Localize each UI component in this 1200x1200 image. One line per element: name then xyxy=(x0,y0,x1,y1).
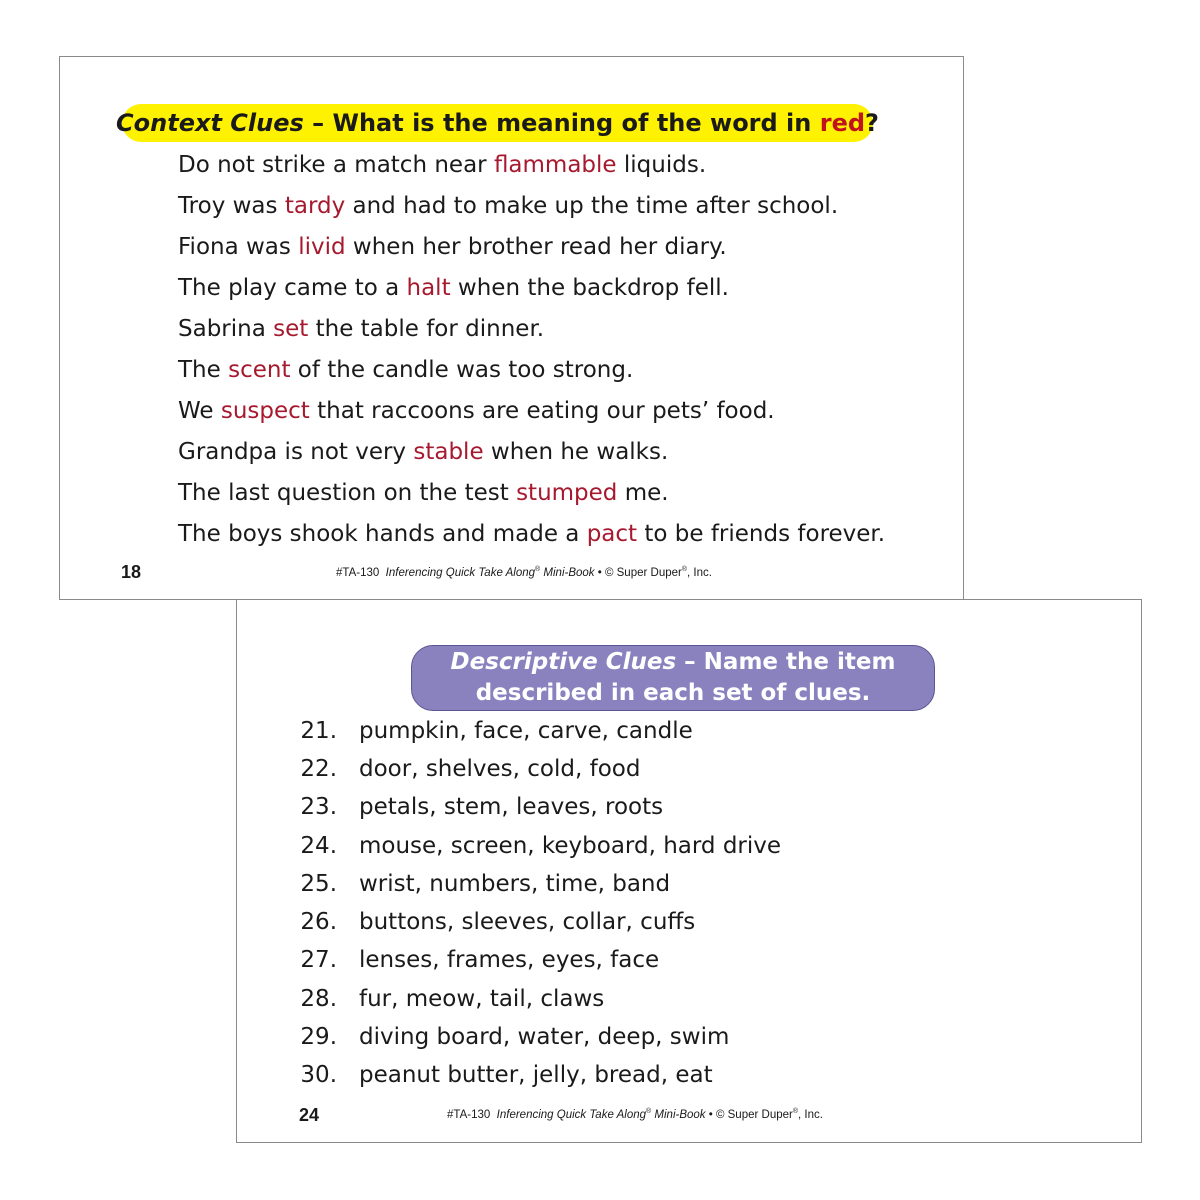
item-clues: mouse, screen, keyboard, hard drive xyxy=(359,833,782,859)
sentence-before: Sabrina xyxy=(178,316,274,342)
sentence-after: to be friends forever. xyxy=(637,521,886,547)
item-clues: fur, meow, tail, claws xyxy=(359,986,605,1012)
footer-title-end: Mini-Book xyxy=(540,566,595,579)
footer-bullet: • xyxy=(705,1108,716,1121)
keyword: livid xyxy=(298,234,346,260)
sentence-after: and had to make up the time after school. xyxy=(345,193,839,219)
sentence-before: Fiona was xyxy=(178,234,299,260)
footer-inc: , Inc. xyxy=(687,566,712,579)
sentence-after: when the backdrop fell. xyxy=(450,275,729,301)
footer-title: Inferencing Quick Take Along xyxy=(385,566,536,579)
item-sentence xyxy=(178,152,706,178)
footer-reg2: ® xyxy=(792,1108,799,1115)
keyword: stumped xyxy=(516,480,618,506)
item-clues: door, shelves, cold, food xyxy=(359,756,641,782)
keyword: flammable xyxy=(493,152,617,178)
sentence-before: The play came to a xyxy=(178,275,407,301)
page-footer xyxy=(336,566,712,579)
sentence-before: Do not strike a match near xyxy=(178,152,494,178)
keyword: halt xyxy=(406,275,451,301)
item-clues: diving board, water, deep, swim xyxy=(359,1024,730,1050)
item-clues: pumpkin, face, carve, candle xyxy=(359,718,693,744)
page-number: 24 xyxy=(299,1105,320,1125)
sentence-before: Grandpa is not very xyxy=(178,439,414,465)
sentence-after: of the candle was too strong. xyxy=(290,357,634,383)
keyword: set xyxy=(273,316,309,342)
header-title-rest: – What is the meaning of the word in xyxy=(303,109,820,137)
keyword: stable xyxy=(413,439,484,465)
sentence-after: when he walks. xyxy=(483,439,669,465)
item-number: 23. xyxy=(300,794,337,820)
page-footer xyxy=(447,1108,823,1121)
sentence-after: the table for dinner. xyxy=(308,316,545,342)
item-sentence xyxy=(178,234,727,260)
item-number: 30. xyxy=(300,1062,337,1088)
header-title-end: ? xyxy=(865,109,879,137)
sentence-before: The boys shook hands and made a xyxy=(178,521,587,547)
sentence-after: me. xyxy=(617,480,669,506)
item-number: 29. xyxy=(300,1024,337,1050)
item-clues: buttons, sleeves, collar, cuffs xyxy=(359,909,696,935)
item-sentence xyxy=(178,193,838,219)
header-line-1 xyxy=(451,647,896,678)
keyword: tardy xyxy=(284,193,346,219)
header-line-2: described in each set of clues. xyxy=(475,680,871,706)
item-number: 28. xyxy=(300,986,337,1012)
item-number: 25. xyxy=(300,871,337,897)
item-sentence xyxy=(178,521,885,547)
context-clues-card xyxy=(59,56,964,600)
keyword: suspect xyxy=(220,398,310,424)
keyword: pact xyxy=(586,521,638,547)
footer-title-end: Mini-Book xyxy=(651,1108,706,1121)
item-clues: peanut butter, jelly, bread, eat xyxy=(359,1062,713,1088)
item-sentence xyxy=(178,275,729,301)
footer-bullet: • xyxy=(594,566,605,579)
footer-reg: ® xyxy=(535,566,541,573)
header-title-italic: Descriptive Clues xyxy=(450,649,677,675)
footer-code: #TA-130 xyxy=(447,1108,491,1121)
item-sentence xyxy=(178,439,668,465)
sentence-before: Troy was xyxy=(178,193,285,219)
item-sentence xyxy=(178,316,544,342)
item-clues: wrist, numbers, time, band xyxy=(359,871,671,897)
sentence-before: We xyxy=(178,398,221,424)
descriptive-clues-card xyxy=(236,599,1142,1143)
sentence-after: that raccoons are eating our pets’ food. xyxy=(309,398,775,424)
item-number: 24. xyxy=(300,833,337,859)
sentence-before: The last question on the test xyxy=(178,480,517,506)
item-clues: lenses, frames, eyes, face xyxy=(359,947,660,973)
item-sentence xyxy=(178,398,775,424)
item-number: 21. xyxy=(300,718,337,744)
header-red-word: red xyxy=(819,109,866,137)
descriptive-clues-header xyxy=(411,645,935,711)
item-sentence xyxy=(178,480,669,506)
item-clues: petals, stem, leaves, roots xyxy=(359,794,664,820)
item-number: 26. xyxy=(300,909,337,935)
footer-reg2: ® xyxy=(681,566,688,573)
item-sentence xyxy=(178,357,633,383)
sentence-after: liquids. xyxy=(616,152,707,178)
sentence-after: when her brother read her diary. xyxy=(345,234,727,260)
page-number: 18 xyxy=(121,562,142,582)
footer-inc: , Inc. xyxy=(798,1108,823,1121)
item-number: 22. xyxy=(300,756,337,782)
footer-reg: ® xyxy=(646,1108,652,1115)
keyword: scent xyxy=(228,357,291,383)
header-title-rest: – Name the item xyxy=(676,649,896,675)
sentence-before: The xyxy=(178,357,229,383)
header-title-italic: Context Clues xyxy=(116,109,304,137)
item-number: 27. xyxy=(300,947,337,973)
footer-copyright: © Super Duper xyxy=(715,1108,793,1121)
footer-copyright: © Super Duper xyxy=(604,566,682,579)
footer-code: #TA-130 xyxy=(336,566,380,579)
context-clues-header xyxy=(116,104,879,142)
footer-title: Inferencing Quick Take Along xyxy=(496,1108,647,1121)
